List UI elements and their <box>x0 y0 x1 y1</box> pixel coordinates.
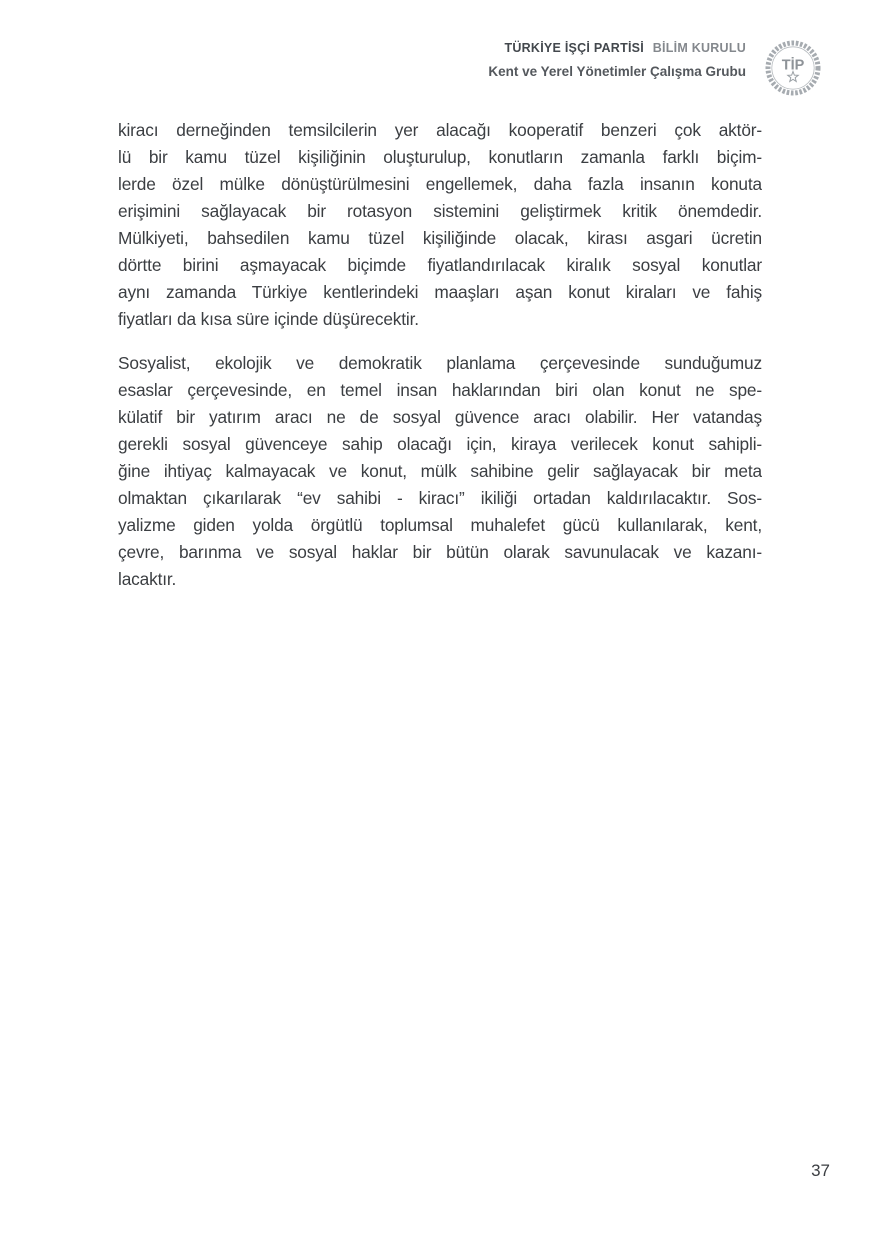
tip-party-emblem-logo <box>763 38 823 98</box>
text-line: dörtte birini aşmayacak biçimde fiyatlandırılacak kiralık sosyal konutlar <box>118 255 762 275</box>
paragraph <box>118 350 762 593</box>
header-title-secondary: BİLİM KURULU <box>652 41 746 55</box>
text-line: ğine ihtiyaç kalmayacak ve konut, mülk sahibine gelir sağlayacak bir meta <box>118 461 762 481</box>
text-line: kiracı derneğinden temsilcilerin yer alacağı kooperatif benzeri çok aktör- <box>118 120 762 140</box>
text-line: külatif bir yatırım aracı ne de sosyal güvence aracı olabilir. Her vatandaş <box>118 407 762 427</box>
text-line: aynı zamanda Türkiye kentlerindeki maaşları aşan konut kiraları ve fahiş <box>118 282 762 302</box>
text-line: esaslar çerçevesinde, en temel insan haklarından biri olan konut ne spe- <box>118 380 762 400</box>
wreath-star-icon <box>763 38 823 98</box>
header <box>488 42 746 78</box>
document-body <box>118 117 762 610</box>
header-title <box>488 42 746 55</box>
text-line: yalizme giden yolda örgütlü toplumsal muhalefet gücü kullanılarak, kent, <box>118 515 762 535</box>
text-line: fiyatları da kısa süre içinde düşürecektir. <box>118 309 419 329</box>
text-line: gerekli sosyal güvenceye sahip olacağı için, kiraya verilecek konut sahipli- <box>118 434 762 454</box>
text-line: lacaktır. <box>118 569 177 589</box>
text-line: Sosyalist, ekolojik ve demokratik planlama çerçevesinde sunduğumuz <box>118 353 762 373</box>
text-line: erişimini sağlayacak bir rotasyon sistemini geliştirmek kritik önemdedir. <box>118 201 762 221</box>
text-line: olmaktan çıkarılarak “ev sahibi - kiracı” ikiliği ortadan kaldırılacaktır. Sos- <box>118 488 762 508</box>
logo-text: TİP <box>781 57 805 74</box>
page-number: 37 <box>811 1161 830 1180</box>
paragraph <box>118 117 762 333</box>
text-line: çevre, barınma ve sosyal haklar bir bütün olarak savunulacak ve kazanı- <box>118 542 762 562</box>
header-title-primary: TÜRKİYE İŞÇİ PARTİSİ <box>504 41 644 55</box>
text-line: Mülkiyeti, bahsedilen kamu tüzel kişiliğinde olacak, kirası asgari ücretin <box>118 228 762 248</box>
text-line: lü bir kamu tüzel kişiliğinin oluşturulup, konutların zamanla farklı biçim- <box>118 147 762 167</box>
header-subtitle: Kent ve Yerel Yönetimler Çalışma Grubu <box>488 63 746 79</box>
text-line: lerde özel mülke dönüştürülmesini engellemek, daha fazla insanın konuta <box>118 174 762 194</box>
